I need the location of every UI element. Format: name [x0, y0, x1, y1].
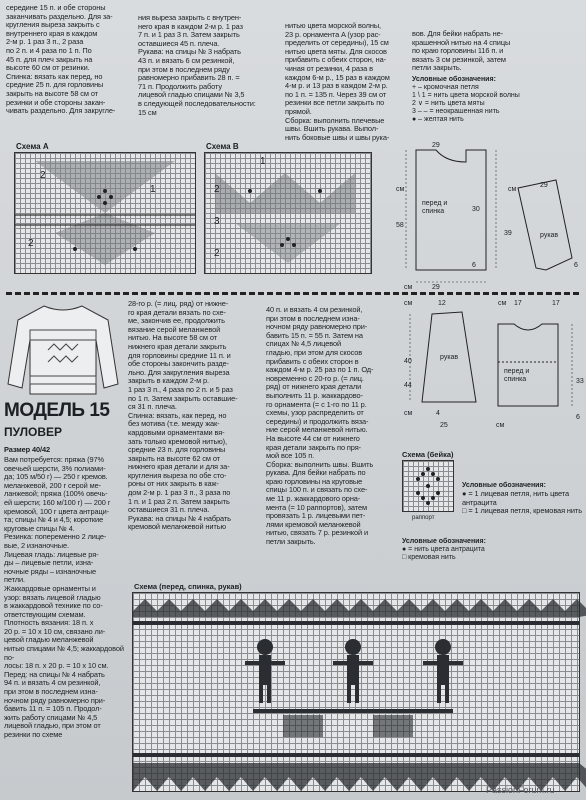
text-column-5: 28-го р. (= лиц. ряд) от нижне- го края детали вязать по схе- ме, закончив ее, продолжить вязание серой меланжевой нитью. На высоте 58 см от нижнего края детали закрыть для горловины средние 11 п. и обе стороны закончить разде- льно. Для закругления выреза закрыть в каждом 2-м р. 1 раз 3 п., 4 раза по 2 п. и 5 раз по 1 п. Затем закрыть оставшие- ся 31 п. плеча. Спинка: вязать, как перед, но без мотива (т.е. между жак- кардовыми орнаментами вя- зать только кремовой нитью), средние 23 п. для горловины закрыть на высоте 62 см от нижнего края детали и для за- кругления выреза по обе сто- роны от них закрыть в каж- дом 2-м р. 1 раз 3 п., 3 раза по 1 п. и 1 раз 2 п. Затем закрыть оставшиеся 31 п. плеча. Рукава: на спицы № 4 набрать кремовой меланжевой нитью [128, 299, 238, 532]
dim-label: 29 [540, 182, 548, 189]
model-materials-text: Вам потребуется: пряжа (97% овечьей шерсти, 3% полиами- да; 105 м/50 г) — 250 г кремов. меланжевой, 200 г серой ме- ланжевой; пряжа (100% овечь- ей шерсти; 160 м/100 г) — 200 г кремовой, 100 г цвета антраци- та; спицы № 4 и 4,5; короткие круговые спицы № 4. Резинка: попеременно 2 лице- вые, 2 изнаночные. Лицевая гладь: лицевые ря- ды – лицевые петли, изна- ночные ряды – изнаночные петли. Жаккардовые орнаменты и узор: вязать лицевой гладью в жаккардовой технике по со- ответствующим схемам. Плотность вязания: 18 п. x 20 р. = 10 x 10 см, связано ли- цевой гладью меланжевой нитью спицами № 4,5; жаккардовой по- лосы: 18 п. x 20 р. = 10 x 10 см. Перед: на спицы № 4 набрать 94 п. и вязать 4 см резинкой, при этом в последнем изна- ночном ряду равномерно при- бавить 11 п. = 105 п. Продол- жить работу спицами № 4,5 лицевой гладью, при этом от резинки по схеме [4, 455, 124, 739]
legend-top-title: Условные обозначения: [412, 76, 496, 83]
dim-label: 58 [396, 222, 404, 229]
legend-top-item: 2 ∨ = нить цвета мяты [412, 100, 485, 107]
diagram-top-front-label: перед и спинка [422, 200, 448, 215]
scheme-beika-grid [402, 460, 454, 512]
text-column-3: нитью цвета морской волны, 23 р. орнамента A (узор рас- пределить от середины), 15 см нитью цвета мяты. Для скосов прибавить с обеих сторон, на- чиная от резинки, 4 раза в каждом 6-м р., 15 раз в каждом 4-м р. и 13 раз в каждом 2-м р. по 1 п. = 135 п. Через 39 см от резинки все петли закрыть по прямой. Сборка: выполнить плечевые швы. Вшить рукава. Выпол- нить боковые швы и швы рука- [285, 21, 390, 142]
rapport-label: раппорт [412, 515, 435, 521]
dim-label: 17 [552, 300, 560, 307]
text-column-6: 40 п. и вязать 4 см резинкой, при этом в последнем изна- ночном ряду равномерно при- бавить 15 п. = 55 п. Затем на спицах № 4,5 лицевой гладью, при этом для скосов прибавить с обеих сторон в каждом 4-м р. 25 раз по 1 п. Од- новременно с 20-го р. (= лиц. ряд) от нижнего края детали выполнить 11 р. жаккардово- го орнамента (= с 1-го по 11 р. схемы, узор распределить от середины) и продолжить вяза- ние серой меланжевой нитью. На высоте 44 см от нижнего края детали закрыть по пря- мой все 105 п. Сборка: выполнить швы. Вшить рукава. Для бейки набрать по краю горловины на круговые спицы 100 п. и связать по схе- ме 11 р. жаккардового орна- мента (= 10 раппортов), затем провязать 1 р. лицевыми пет- лями кремовой меланжевой нитью, связать 7 р. резинкой и петли закрыть. [266, 305, 374, 547]
pattern-num: 2 [40, 170, 46, 181]
big-scheme-grid [132, 592, 580, 795]
text-column-1: середине 15 п. и обе стороны заканчивать раздельно. Для за- кругления выреза закрыть с внутреннего края в каждом 2-м р. 1 раз 3 п., 2 раза по 2 п. и 4 раза по 1 п. По 45 п. для плеч закрыть на высоте 60 см от резинки. Спинка: вязать как перед, но средние 25 п. для горловины закрыть на высоте 58 см от резинки и обе стороны закан- чивать раздельно. Для закругле- [6, 3, 116, 116]
dim-label: см [508, 186, 517, 193]
model-size: Размер 40/42 [4, 445, 50, 454]
sweater-sketch [4, 300, 122, 400]
model-title: МОДЕЛЬ 15 [4, 400, 110, 421]
legend-top [412, 76, 582, 124]
big-scheme-title: Схема (перед, спинка, рукав) [134, 582, 242, 591]
text-column-2: ния выреза закрыть с внутрен- него края в каждом 2-м р. 1 раз 7 п. и 1 раз 3 п. Затем закрыть оставшиеся 45 п. плеча. Рукава: на спицы № 3 набрать 43 п. и вязать 6 см резинкой, при этом в последнем ряду равномерно прибавить 28 п. = 71 п. Продолжить работу лицевой гладью спицами № 3,5 в следующей последовательности: 15 см [138, 13, 256, 117]
scheme-beika-title: Схема (бейка) [402, 450, 454, 459]
dim-label: 6 [574, 262, 578, 269]
legend-main [402, 538, 572, 562]
big-scheme-pattern [133, 593, 579, 791]
diagram-mid-front-label: перед и спинка [504, 368, 530, 383]
diagram-top-sleeve-label: рукав [540, 232, 559, 239]
dim-label: 6 [576, 414, 580, 421]
dim-label: 25 [440, 422, 448, 429]
dim-label: см [496, 422, 505, 429]
pattern-num: 3 [214, 216, 220, 227]
pattern-num: 2 [28, 238, 34, 249]
pattern-num: 2 [214, 184, 220, 195]
diagram-mid-sleeve-label: рукав [440, 354, 459, 361]
dim-label: 17 [514, 300, 522, 307]
dim-label: 12 [438, 300, 446, 307]
dim-label: 33 [576, 378, 584, 385]
dim-label: 29 [432, 142, 440, 149]
legend-main-item: ● = нить цвета антрацита [402, 546, 485, 553]
legend-top-item: 1 \ 1 = нить цвета морской волны [412, 92, 520, 99]
dim-label: см [404, 410, 413, 417]
pattern-num: 2 [214, 248, 220, 259]
dim-label: 4 [436, 410, 440, 417]
legend-beika-item: ● = 1 лицевая петля, нить цвета антрацита [462, 489, 571, 507]
scheme-b-title: Схема B [206, 142, 239, 151]
legend-main-title: Условные обозначения: [402, 538, 486, 545]
scheme-b-pattern [205, 153, 371, 273]
legend-beika [462, 482, 582, 516]
model-subtitle: ПУЛОВЕР [4, 425, 63, 439]
legend-top-item: + – кромочная петля [412, 84, 479, 91]
pattern-num: 1 [150, 184, 156, 195]
watermark: PassionForum.ru [486, 785, 555, 795]
legend-top-item: 3 – – = неокрашенная нить [412, 108, 500, 115]
scheme-a-title: Схема A [16, 142, 49, 151]
dim-label: 6 [472, 262, 476, 269]
section-divider [6, 292, 582, 295]
legend-beika-item: □ = 1 лицевая петля, кремовая нить [462, 506, 582, 516]
dim-label: 30 [472, 206, 480, 213]
dim-label: см [404, 284, 413, 291]
legend-main-item: □ кремовая нить [402, 554, 456, 561]
text-column-4: вов. Для бейки набрать не- крашенной нитью на 4 спицы по краю горловины 116 п. и вязать 3 см резинкой, затем петли закрыть. [412, 29, 511, 73]
dim-label: см [396, 186, 405, 193]
scheme-b-grid [204, 152, 372, 274]
dim-label: 39 [504, 230, 512, 237]
dim-label: 44 [404, 382, 412, 389]
dim-label: см [498, 300, 507, 307]
dim-label: 29 [432, 284, 440, 291]
legend-beika-title: Условные обозначения: [462, 482, 546, 489]
dim-label: 40 [404, 358, 412, 365]
mid-construction-diagram [402, 306, 582, 418]
pattern-num: 1 [260, 156, 266, 167]
legend-top-item: ● – желтая нить [412, 116, 464, 123]
scheme-beika-pattern [403, 461, 453, 511]
dim-label: см [404, 300, 413, 307]
